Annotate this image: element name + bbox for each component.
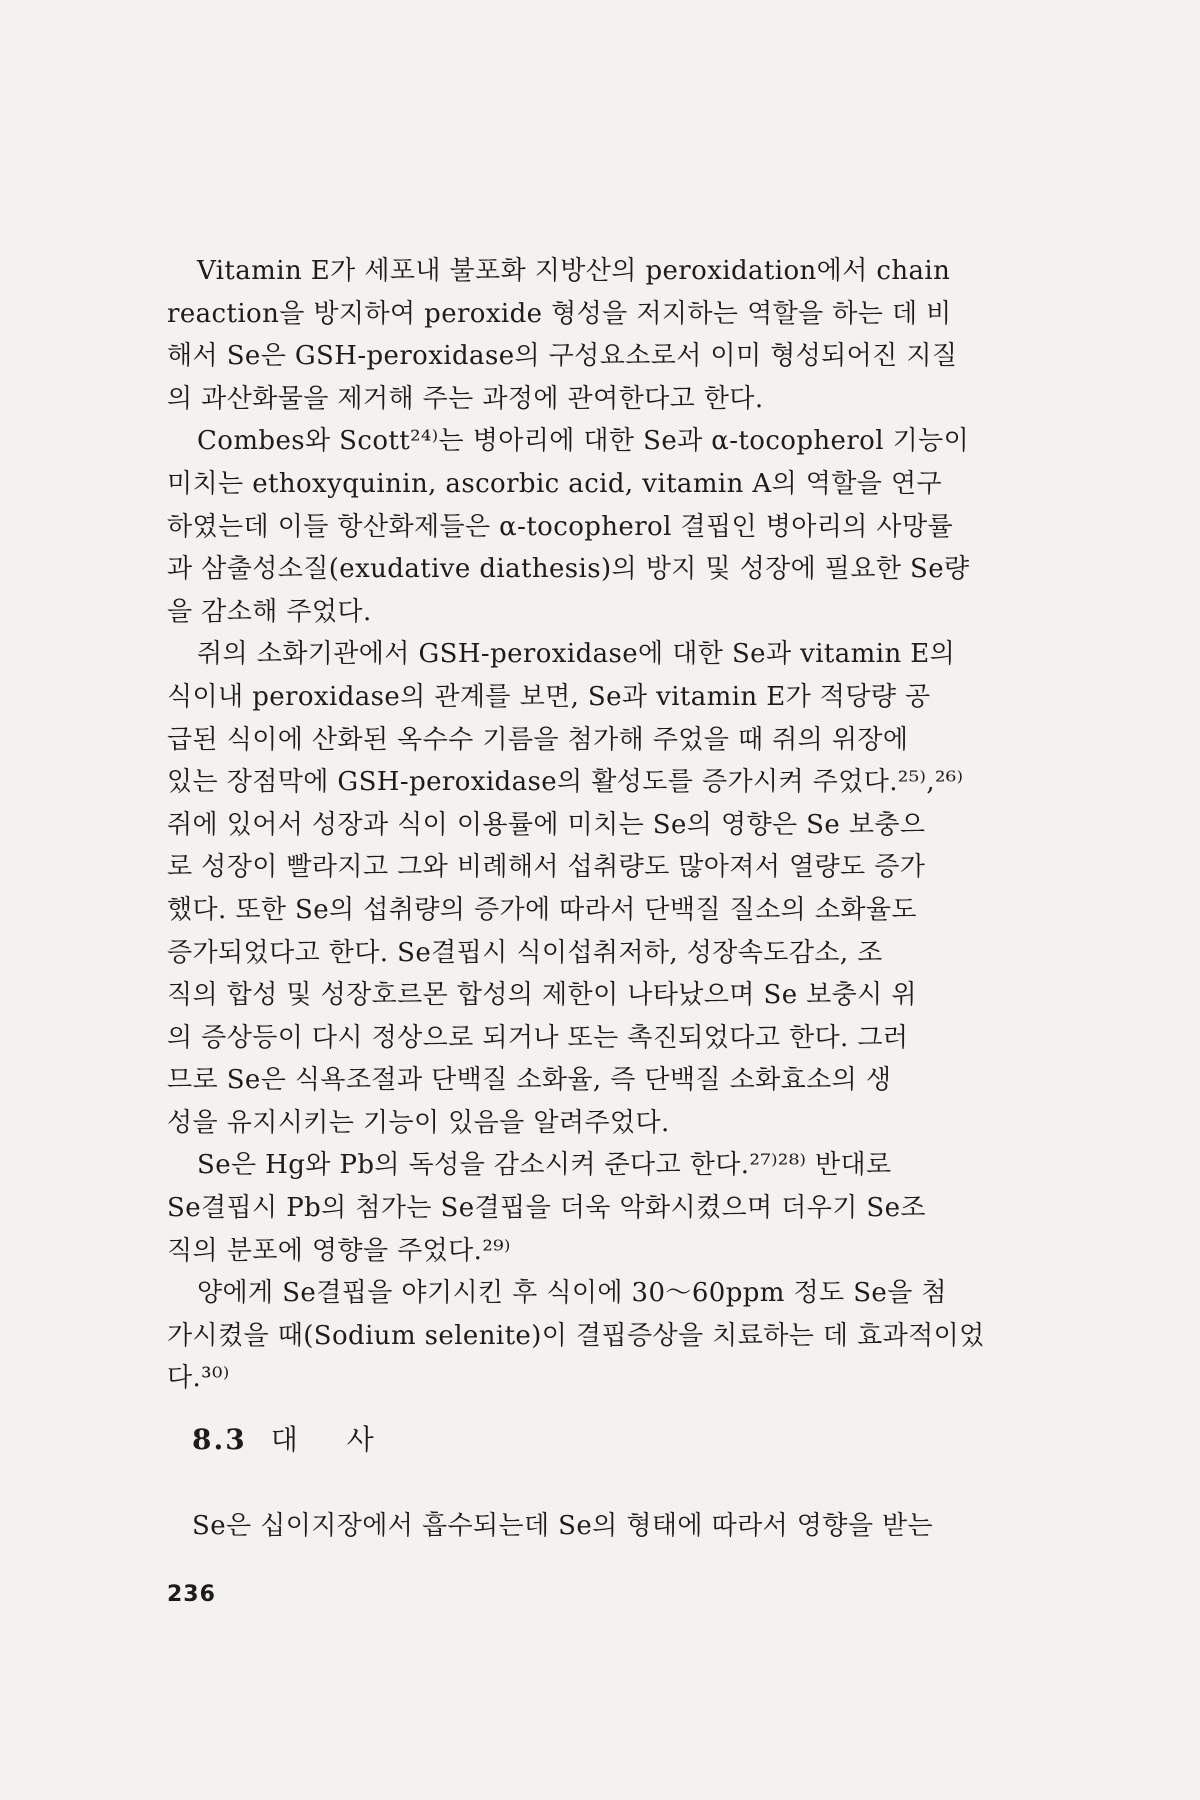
text-line: 므로 Se은 식욕조절과 단백질 소화율, 즉 단백질 소화효소의 생 — [167, 1065, 892, 1096]
paragraph — [167, 633, 1047, 1144]
section-first-line: Se은 십이지장에서 흡수되는데 Se의 형태에 따라서 영향을 받는 — [192, 1511, 934, 1541]
paragraph — [167, 420, 1047, 633]
text-line: 증가되었다고 한다. Se결핍시 식이섭취저하, 성장속도감소, 조 — [167, 937, 883, 968]
text-line: 해서 Se은 GSH-peroxidase의 구성요소로서 이미 형성되어진 지질 — [167, 341, 958, 372]
paragraph — [167, 250, 1047, 420]
section-heading — [192, 1418, 394, 1458]
text-line: Combes와 Scott²⁴⁾는 병아리에 대한 Se과 α-tocopherol 기능이 — [197, 426, 970, 457]
text-line: 의 증상등이 다시 정상으로 되거나 또는 촉진되었다고 한다. 그러 — [167, 1022, 909, 1053]
text-line: 을 감소해 주었다. — [167, 596, 372, 627]
body-text — [167, 250, 1047, 1400]
text-line: 하였는데 이들 항산화제들은 α-tocopherol 결핍인 병아리의 사망률 — [167, 511, 953, 542]
text-line: 양에게 Se결핍을 야기시킨 후 식이에 30～60ppm 정도 Se을 첨 — [197, 1278, 947, 1309]
text-line: 쥐에 있어서 성장과 식이 이용률에 미치는 Se의 영향은 Se 보충으 — [167, 809, 926, 840]
text-line: 쥐의 소화기관에서 GSH-peroxidase에 대한 Se과 vitamin E의 — [197, 639, 956, 670]
text-line: 있는 장점막에 GSH-peroxidase의 활성도를 증가시켜 주었다.²⁵⁾,²⁶⁾ — [167, 767, 964, 798]
paragraph — [167, 1144, 1047, 1272]
text-line: Vitamin E가 세포내 불포화 지방산의 peroxidation에서 chain — [197, 256, 951, 286]
text-line: Se은 Hg와 Pb의 독성을 감소시켜 준다고 한다.²⁷⁾²⁸⁾ 반대로 — [197, 1150, 892, 1181]
text-line: 과 삼출성소질(exudative diathesis)의 방지 및 성장에 필요한 Se량 — [167, 554, 970, 585]
page-number: 236 — [167, 1582, 216, 1607]
section-title: 대 사 — [270, 1423, 394, 1456]
text-line: 직의 합성 및 성장호르몬 합성의 제한이 나타났으며 Se 보충시 위 — [167, 980, 917, 1011]
text-line: 로 성장이 빨라지고 그와 비례해서 섭취량도 많아져서 열량도 증가 — [167, 852, 926, 883]
text-line: Se결핍시 Pb의 첨가는 Se결핍을 더욱 악화시켰으며 더우기 Se조 — [167, 1193, 926, 1224]
text-line: 직의 분포에 영향을 주었다.²⁹⁾ — [167, 1235, 511, 1266]
text-line: 의 과산화물을 제거해 주는 과정에 관여한다고 한다. — [167, 383, 764, 414]
text-line: 다.³⁰⁾ — [167, 1363, 230, 1394]
text-line: 식이내 peroxidase의 관계를 보면, Se과 vitamin E가 적당량 공 — [167, 681, 931, 712]
text-line: 가시켰을 때(Sodium selenite)이 결핍증상을 치료하는 데 효과적이었 — [167, 1320, 985, 1351]
text-line: 미치는 ethoxyquinin, ascorbic acid, vitamin A의 역할을 연구 — [167, 468, 942, 499]
text-line: reaction을 방지하여 peroxide 형성을 저지하는 역할을 하는 데 비 — [167, 298, 952, 329]
paragraph — [167, 1272, 1047, 1400]
text-line: 성을 유지시키는 기능이 있음을 알려주었다. — [167, 1107, 670, 1138]
text-line: 급된 식이에 산화된 옥수수 기름을 첨가해 주었을 때 쥐의 위장에 — [167, 724, 909, 755]
text-line: 했다. 또한 Se의 섭취량의 증가에 따라서 단백질 질소의 소화율도 — [167, 894, 917, 925]
section-number: 8.3 — [192, 1423, 247, 1456]
